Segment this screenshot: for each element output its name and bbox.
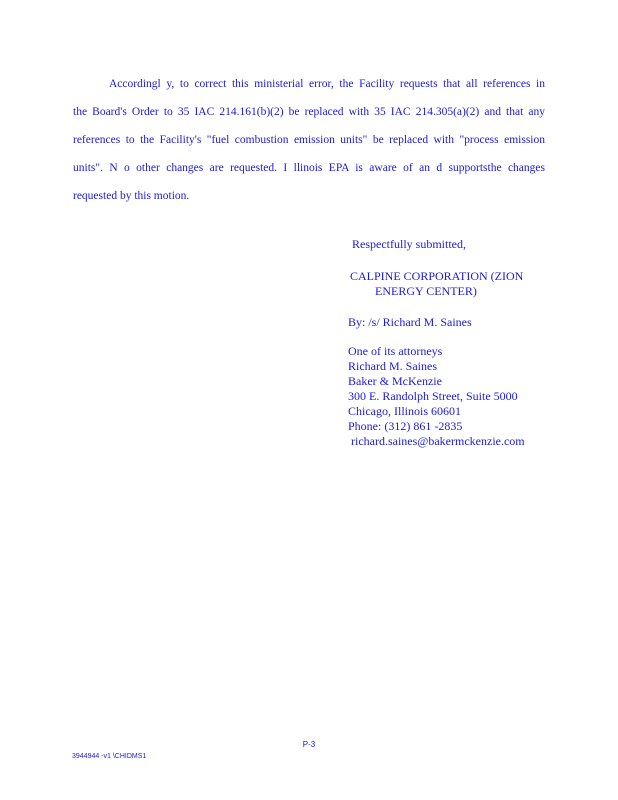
page-number: P-3	[302, 740, 316, 749]
document-id: 3944944 -v1 \CHIDMS1	[72, 753, 147, 760]
law-firm-name: Baker & McKenzie	[348, 374, 442, 388]
phone-number: Phone: (312) 861 -2835	[348, 419, 463, 433]
attorney-contact-block	[348, 344, 598, 449]
body-line-5: requested by this motion.	[73, 190, 190, 202]
body-line-1: Accordingl y, to correct this ministerial error, the Facility requests that all references in	[109, 78, 545, 90]
city-state-zip: Chicago, Illinois 60601	[348, 404, 461, 418]
body-line-2: the Board's Order to 35 IAC 214.161(b)(2) be replaced with 35 IAC 214.305(a)(2) and that any	[73, 106, 545, 118]
body-line-4: units". N o other changes are requested. I llinois EPA is aware of an d supportsthe changes	[73, 162, 545, 174]
attorney-name: Richard M. Saines	[348, 359, 437, 373]
motion-body-paragraph	[73, 70, 545, 210]
closing-text: Respectfully submitted,	[352, 237, 466, 251]
signed-by-line: By: /s/ Richard M. Saines	[348, 315, 472, 329]
email-address: richard.saines@bakermckenzie.com	[351, 434, 525, 448]
body-line-3: references to the Facility's "fuel combustion emission units" be replaced with "process emission	[73, 134, 545, 146]
street-address: 300 E. Randolph Street, Suite 5000	[348, 389, 518, 403]
attorney-role: One of its attorneys	[348, 344, 443, 358]
signature-block	[348, 237, 598, 449]
company-name-line-1: CALPINE CORPORATION (ZION	[350, 269, 524, 283]
company-name-line-2: ENERGY CENTER)	[375, 284, 477, 298]
